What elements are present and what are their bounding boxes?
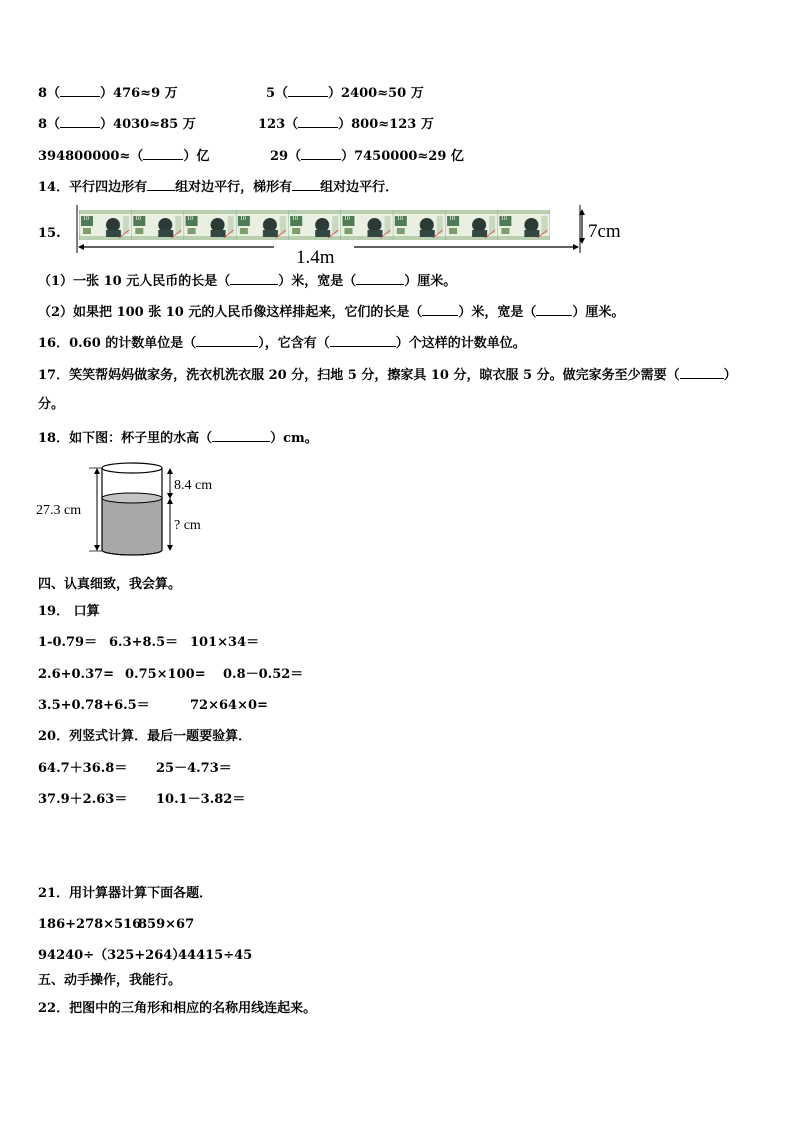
- note-label-3: 10: [187, 216, 193, 222]
- q13-text: ）476≈9 万: [100, 86, 178, 101]
- q15-text: （1）一张 10 元人民币的长是（: [38, 274, 231, 289]
- q19-row1-item1: 1-0.79＝: [38, 635, 98, 650]
- note-label-8: 10: [449, 216, 455, 222]
- banknote-strip-figure: [74, 203, 634, 265]
- note-label-1: 10: [83, 216, 89, 222]
- note-label-4: 10: [240, 216, 246, 222]
- answer-blank[interactable]: [230, 272, 278, 285]
- q20-row2-item2: 10.1－3.82＝: [156, 792, 246, 807]
- section4-heading: 四、认真细致，我会算。: [38, 577, 182, 592]
- q13-text: 5（: [266, 86, 289, 101]
- q16-text: ）个这样的计数单位。: [395, 336, 526, 351]
- q13-row3-right: [270, 147, 464, 165]
- q20-row1-item1: 64.7＋36.8＝: [38, 761, 128, 776]
- q13-row1-left: [38, 84, 178, 102]
- q13-row3-left: [38, 147, 209, 165]
- water-surface: [102, 493, 162, 503]
- q19-row2-item3: 0.8－0.52＝: [223, 667, 304, 682]
- q17: [38, 366, 737, 384]
- q15-text: （2）如果把 100 张 10 元的人民币像这样排起来，它们的长是（: [38, 305, 423, 320]
- answer-blank[interactable]: [301, 147, 341, 160]
- q13-text: ）4030≈85 万: [100, 117, 196, 132]
- q16-text: 16．0.60 的计数单位是（: [38, 336, 197, 351]
- q18: [38, 429, 318, 447]
- section5-heading: 五、动手操作，我能行。: [38, 973, 182, 988]
- q13-text: 29（: [270, 149, 302, 164]
- answer-blank[interactable]: [288, 84, 328, 97]
- q15-sub1: [38, 272, 456, 290]
- banknote-strip: [79, 210, 550, 240]
- q21-title: 21．用计算器计算下面各题．: [38, 886, 213, 901]
- answer-blank[interactable]: [356, 272, 404, 285]
- q16-text: ），它含有（: [258, 336, 330, 351]
- q19-row1-item2: 6.3+8.5＝: [109, 635, 179, 650]
- note-label-5: 10: [292, 216, 298, 222]
- water-body: [102, 498, 162, 555]
- q22: 22．把图中的三角形和相应的名称用线连起来。: [38, 1001, 317, 1016]
- cup-total-label: 27.3 cm: [36, 503, 82, 518]
- q18-text: 18．如下图：杯子里的水高（: [38, 431, 213, 446]
- q20-row2-item1: 37.9＋2.63＝: [38, 792, 128, 807]
- q15-text: ）米，宽是（: [278, 274, 357, 289]
- q20-title: 20．列竖式计算．最后一题要验算．: [38, 729, 252, 744]
- q15-text: ）厘米。: [404, 274, 457, 289]
- width-label: 7cm: [588, 221, 621, 242]
- q19-row3-item1: 3.5+0.78+6.5＝: [38, 698, 150, 713]
- answer-blank[interactable]: [536, 303, 572, 316]
- q18-text: ）cm。: [270, 431, 318, 446]
- q15-number: 15.: [38, 226, 61, 241]
- q19-row1-item3: 101×34＝: [190, 635, 260, 650]
- answer-blank[interactable]: [147, 178, 175, 191]
- q14: [38, 178, 398, 196]
- answer-blank[interactable]: [298, 115, 338, 128]
- q14-text: 14．平行四边形有: [38, 180, 148, 195]
- cup-top-label: 8.4 cm: [174, 478, 213, 493]
- q13-row1-right: [266, 84, 424, 102]
- q16: [38, 334, 526, 352]
- cup-water-label: ? cm: [174, 518, 201, 533]
- q15-text: ）米，宽是（: [458, 305, 537, 320]
- cup-figure: [36, 458, 236, 562]
- q14-text: 组对边平行．: [320, 180, 399, 195]
- note-label-6: 10: [344, 216, 350, 222]
- q13-text: ）800≈123 万: [338, 117, 434, 132]
- q21-row1-item1: 186+278×516: [38, 917, 142, 932]
- q19-row3-item2: 72×64×0=: [190, 698, 268, 713]
- q13-row2-left: [38, 115, 196, 133]
- answer-blank[interactable]: [330, 334, 396, 347]
- answer-blank[interactable]: [212, 429, 270, 442]
- q15-sub2: [38, 303, 624, 321]
- q19-row2-item2: 0.75×100=: [125, 667, 206, 682]
- q15-text: ）厘米。: [572, 305, 625, 320]
- q17-text: 17．笑笑帮妈妈做家务，洗衣机洗衣服 20 分，扫地 5 分，擦家具 10 分，晾衣服 5 分。做完家务至少需要（: [38, 368, 680, 383]
- q13-text: 394800000≈（: [38, 149, 144, 164]
- q19-title: 19． 口算: [38, 604, 100, 619]
- q21-row1-item2: 859×67: [138, 917, 195, 932]
- q19-row2-item1: 2.6+0.37=: [38, 667, 115, 682]
- answer-blank[interactable]: [292, 178, 320, 191]
- answer-blank[interactable]: [143, 147, 183, 160]
- q13-text: 8（: [38, 117, 61, 132]
- q20-row1-item2: 25－4.73＝: [156, 761, 232, 776]
- note-label-2: 10: [135, 216, 141, 222]
- q13-text: 123（: [258, 117, 299, 132]
- q21-row2-item2: 44415÷45: [178, 948, 253, 963]
- answer-blank[interactable]: [60, 84, 100, 97]
- q17-text: ）: [723, 368, 737, 383]
- q17-cont: 分。: [38, 397, 65, 412]
- answer-blank[interactable]: [196, 334, 258, 347]
- note-label-7: 10: [397, 216, 403, 222]
- length-label: 1.4m: [296, 247, 335, 265]
- q13-text: ）7450000≈29 亿: [341, 149, 464, 164]
- q13-text: 8（: [38, 86, 61, 101]
- q13-text: ）亿: [183, 149, 210, 164]
- answer-blank[interactable]: [422, 303, 458, 316]
- note-label-9: 10: [501, 216, 507, 222]
- cup-rim: [102, 463, 162, 473]
- answer-blank[interactable]: [60, 115, 100, 128]
- q21-row2-item1: 94240÷（325+264）: [38, 948, 186, 963]
- q13-text: ）2400≈50 万: [328, 86, 424, 101]
- q14-text: 组对边平行，梯形有: [175, 180, 293, 195]
- q13-row2-right: [258, 115, 434, 133]
- answer-blank[interactable]: [680, 366, 724, 379]
